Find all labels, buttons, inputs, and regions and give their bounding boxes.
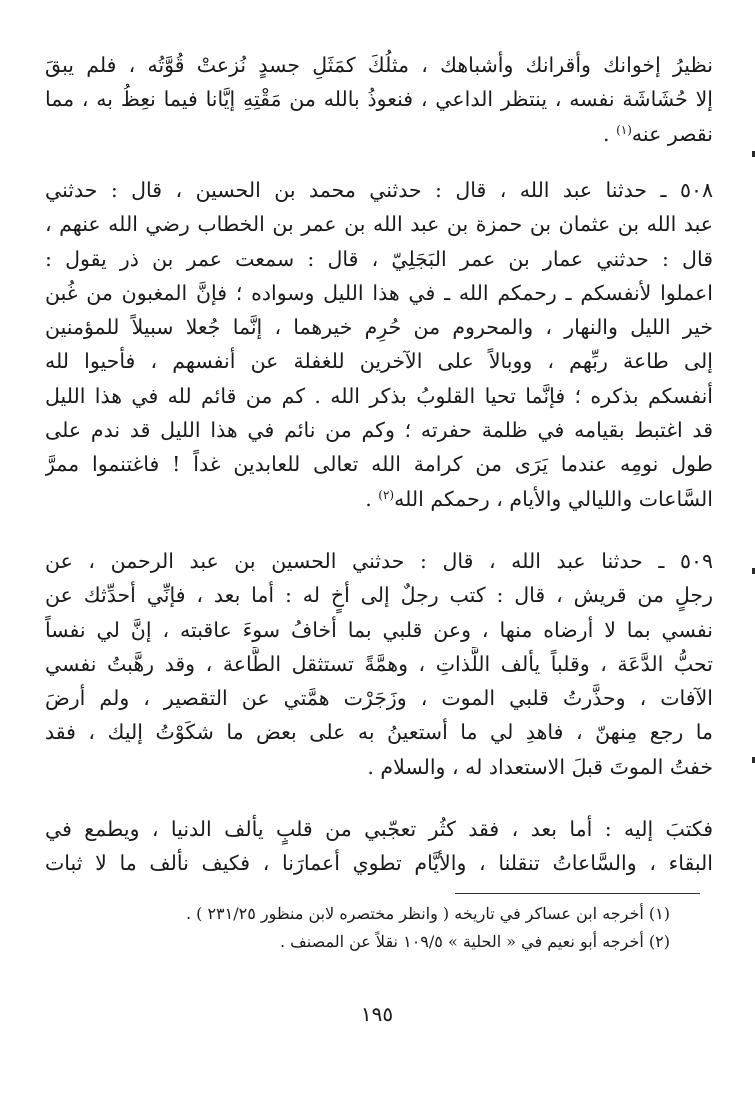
footnote-ref: (١) [616, 122, 632, 137]
text-line: طول نومِه عندما يَرَى من كرامة الله تعالى للعابدين غداً ! فاغتنموا ممرَّ [45, 452, 713, 477]
text-line: نفسي بما لا أرضاه منها ، وعن قلبي بما أخافُ سوءَ عاقبته ، إنَّ لي نفساً [45, 617, 713, 642]
text-line-last [45, 117, 713, 151]
text-line: البقاء ، والسَّاعاتُ تنقلنا ، والأيَّام تطوي أعمارَنا ، فكيف نألف ما لا ثبات [45, 851, 713, 876]
text-line: قال : حدثني عمار بن عمر البَجَلِيّ ، قال : سمعت عمر بن ذر يقول : [45, 246, 713, 271]
text-line-last [45, 482, 713, 516]
page-number: ١٩٥ [360, 1002, 394, 1026]
text-line: اعملوا لأنفسكم ـ رحمكم الله ـ في هذا الليل وسواده ؛ فإنَّ المغبون من غُبن [45, 280, 713, 305]
narration-508 [45, 173, 713, 516]
text-line: ما رجع مِنهنّ ، فاهدِ لي ما أستعينُ به على بعض ما شكَوْتُ إليك ، فقد [45, 720, 713, 745]
text-line: رجلٍ من قريش ، قال : كتب رجلٌ إلى أخٍ له : أما بعد ، فإنِّي أحدِّثك عن [45, 583, 713, 608]
footnote-2: (٢) أخرجه أبو نعيم في « الحلية » ١٠٩/٥ نقلاً عن المصنف . [280, 932, 670, 951]
text-line: خير الليل والنهار ، والمحروم من حُرِم خيرهما ، إنَّما جُعلا سبيلاً للمؤمنين [45, 315, 713, 340]
narration-509 [45, 544, 713, 784]
text-line: تحبُّ الدَّعَة ، وقلباً يألف اللَّذاتِ ، وهمَّةً تستثقل الطَّاعة ، وقد رهَّبتُ نفسي [45, 651, 713, 676]
text-line: أنفسكم بذكره ؛ فإنَّما تحيا القلوبُ بذكر الله . كم من قائم لله في هذا الليل [45, 383, 713, 408]
reply-paragraph [45, 812, 713, 881]
footnote-1: (١) أخرجه ابن عساكر في تاريخه ( وانظر مختصره لابن منظور ٢٣١/٢٥ ) . [185, 904, 670, 923]
text-line: الآفات ، وحذَّرتُ قلبي الموت ، وزَجَرْت همَّتي عن التقصير ، ولم أرضَ [45, 686, 713, 711]
text-line: ٥٠٨ ـ حدثنا عبد الله ، قال : حدثني محمد بن الحسين ، قال : حدثني [45, 178, 713, 202]
footnotes [70, 900, 670, 956]
text-line: عبد الله بن عثمان بن حمزة بن عبد الله بن عمر بن الخطاب رضي الله عنهم ، [45, 212, 713, 237]
line-end: . [603, 121, 617, 146]
line-end: . [365, 486, 379, 511]
text-line-last: خفتُ الموتَ قبلَ الاستعداد له ، والسلام . [367, 754, 713, 779]
text-line: نظيرُ إخوانك وأقرانك وأشباهك ، مثلُكَ كمَثَلِ جسدٍ نُزعتْ قُوَّتُه ، فلم يبقَ [45, 53, 713, 77]
text-line: إلى طاعة ربِّهم ، ووبالاً على الآخرين للغفلة عن أنفسهم ، فأحيوا لله [45, 349, 713, 374]
paragraph-continuation [45, 48, 713, 151]
text-line: إلا حُشَاشَة نفسه ، ينتظر الداعي ، فنعوذُ بالله من مَقْتِهِ إيَّانا فيما نعِظُ به ، مما [45, 87, 713, 112]
text-line: فكتبَ إليه : أما بعد ، فقد كثُر تعجّبي من قلبٍ يألف الدنيا ، ويطمع في [45, 817, 713, 841]
line-text: نقصر عنه [631, 121, 713, 146]
footnote-separator [455, 893, 700, 894]
footnote-ref: (٢) [378, 487, 395, 502]
text-line: قد اغتبط بقيامه في ظلمة حفرته ؛ وكم من نائم في هذا الليل قد ندم على [45, 418, 713, 443]
text-line: ٥٠٩ ـ حدثنا عبد الله ، قال : حدثني الحسين بن عبد الرحمن ، عن [45, 549, 713, 573]
line-text: السَّاعات والليالي والأيام ، رحمكم الله [394, 486, 713, 511]
